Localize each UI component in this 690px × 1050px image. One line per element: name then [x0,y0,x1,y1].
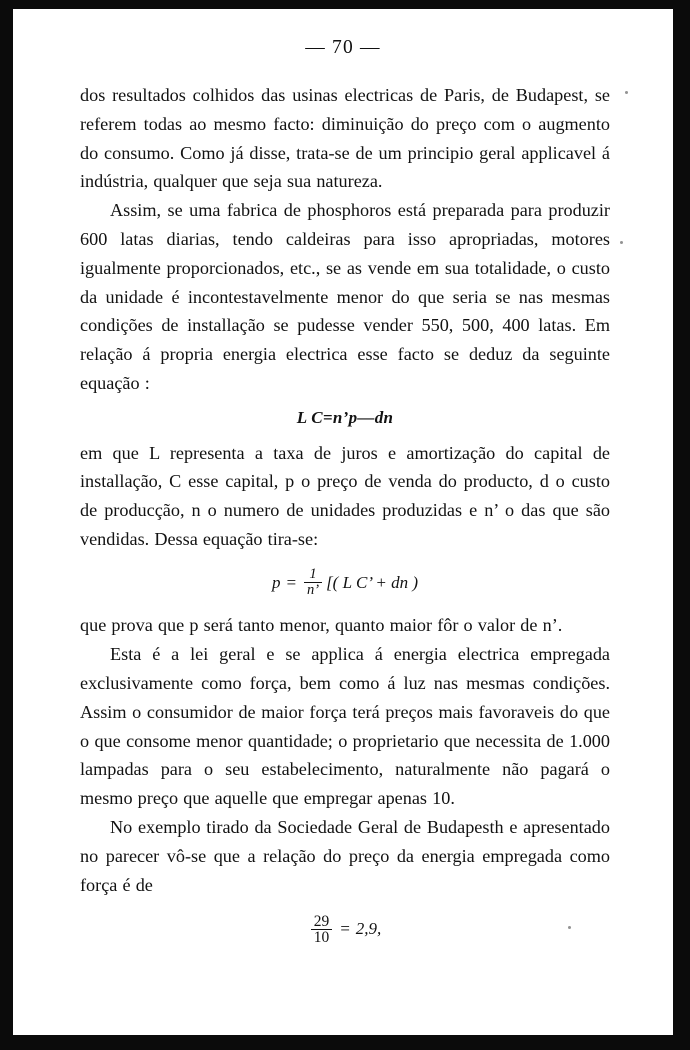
paragraph-5: Esta é a lei geral e se applica á energia electrica empregada exclusivamente como força, bem como á luz nas mesmas condições. Assim o consumidor de maior força terá preços mais favoraveis do que o que consome menor quantidade; o proprietario que necessita de 1.000 lampadas para o seu estabelecimento, naturalmente não pagará o mesmo preço que aquelle que empregar apenas 10. [80,644,610,809]
equation-2-fraction [304,567,322,598]
equation-2 [80,554,610,612]
equation-3-result: 2,9, [355,919,382,939]
equation-2-equals: = [285,572,297,592]
equation-2-rhs: [( L C’ + dn ) [326,572,418,592]
paragraph-6: No exemplo tirado da Sociedade Geral de Budapesth e apresentado no parecer vô-se que a relação do preço da energia empregada como força é de [80,816,610,895]
equation-2-lhs: p [271,572,281,592]
page-sheet [13,9,673,1035]
equation-1: L C=n’p—dn [296,407,394,427]
page-number: — 70 — [305,37,381,58]
equation-3 [80,899,610,959]
paragraph-4: que prova que p será tanto menor, quanto maior fôr o valor de n’. [80,615,563,636]
equation-3-denominator: 10 [311,929,333,945]
paragraph-2: Assim, se uma fabrica de phosphoros está preparada para produzir 600 latas diarias, tendo caldeiras para isso apropriadas, motores igualmente proporcionados, etc., se as vende em sua totalidade, o custo da unidade é incontestavelmente menor do que seria se nas mesmas condições de installação se pudesse vender 550, 500, 400 latas. Em relação á propria energia electrica esse facto se deduz da seguinte equação : [80,200,610,393]
equation-3-equals: = [339,919,351,939]
equation-3-numerator: 29 [313,912,330,930]
equation-3-expression [309,914,381,945]
equation-3-fraction [311,914,333,945]
equation-2-expression [272,567,418,598]
paragraph-3: em que L representa a taxa de juros e amortização do capital de installação, C esse capital, p o preço de venda do producto, d o custo de producção, n o numero de unidades produzidas e n’ o das que são vendidas. Dessa equação tira-se: [80,442,610,549]
paragraph-1: dos resultados colhidos das usinas electricas de Paris, de Budapest, se referem todas ao mesmo facto: diminuição do preço com o augmento do consumo. Como já disse, trata-se de um principio geral applicavel á indústria, qualquer que seja sua natureza. [80,85,610,192]
equation-2-numerator: 1 [309,566,317,583]
page-content [13,9,673,1035]
scan-speck-right-mid [620,241,623,244]
text-column [80,81,610,959]
scan-speck-bottom [568,926,571,929]
scan-speck-right-upper [625,91,628,94]
equation-2-denominator: n’ [304,582,322,598]
